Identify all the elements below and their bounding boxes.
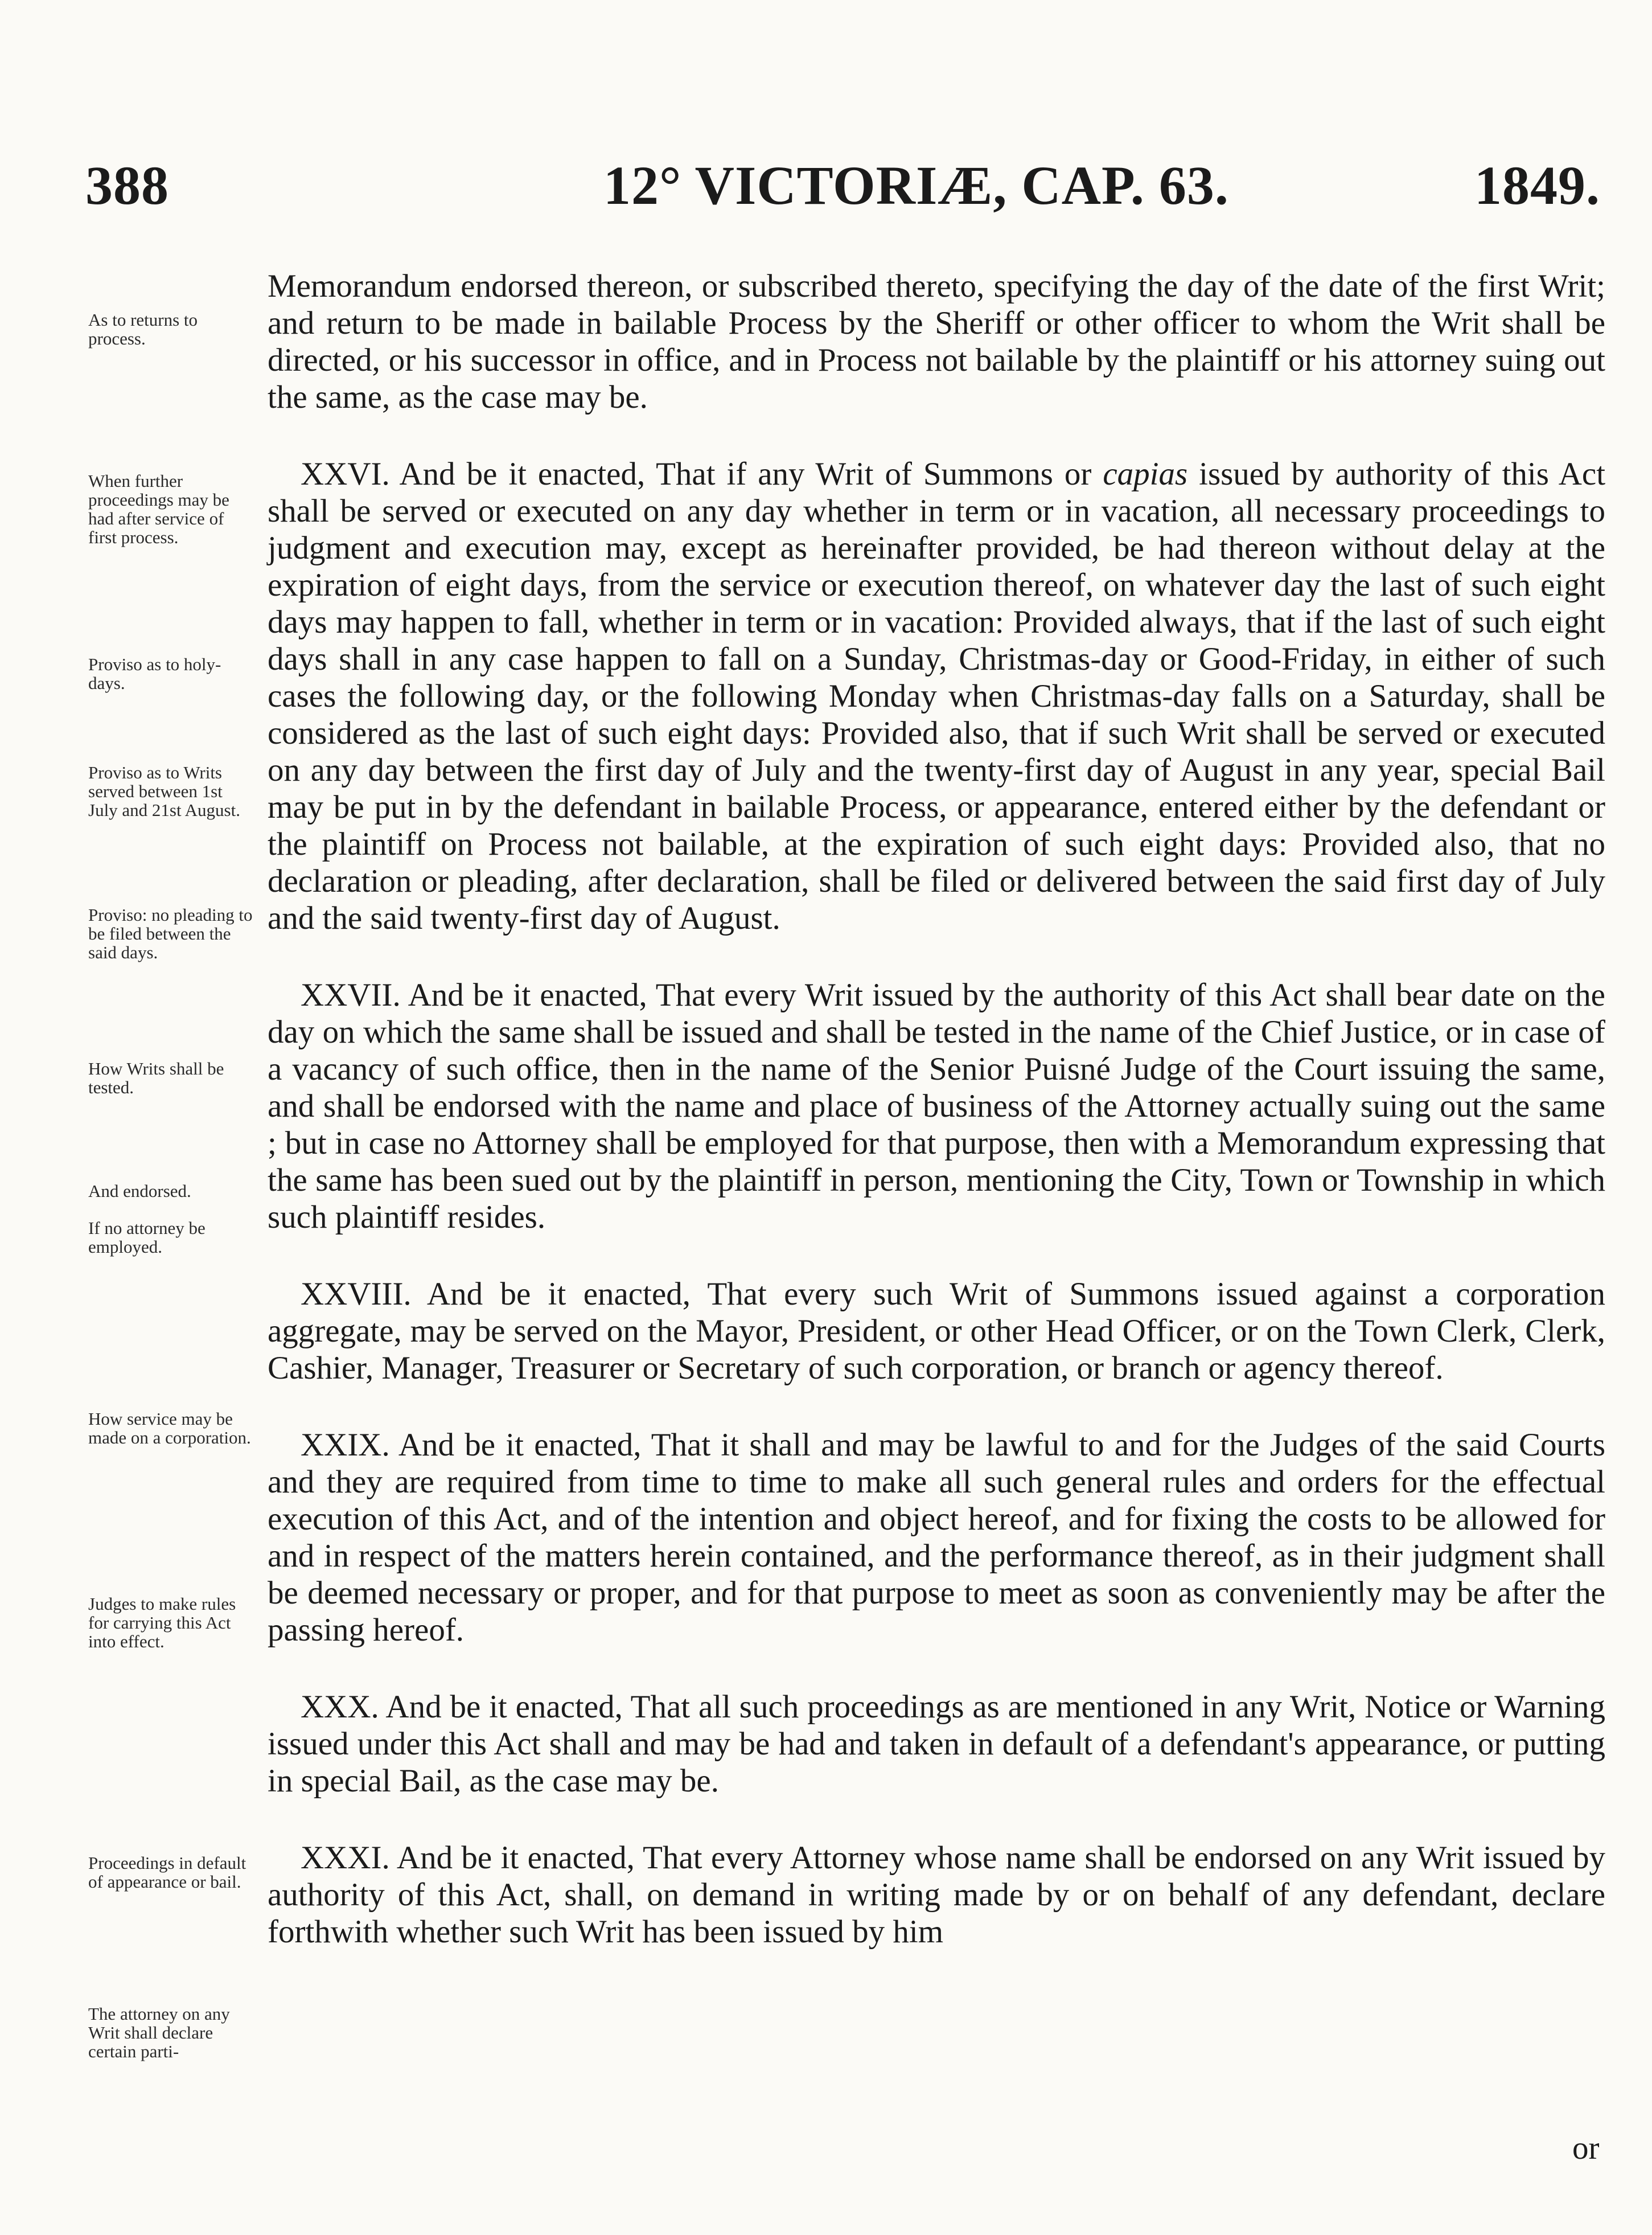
margin-note: The attorney on any Writ shall declare certain parti- [88,2004,230,2061]
margin-note: Proceedings in default of appearance or bail. [88,1853,246,1892]
catchword: or [1572,2130,1600,2166]
margin-note: Proviso as to Writs served between 1st July and 21st August. [88,762,240,820]
section-26-body: issued by authority of this Act shall be served or executed on any day whether in term or in vacation, all necessary proceedings to judgment and execution may, except as hereinafter provided, be had thereon without delay at the expiration of eight days, from the service or execution thereof, on whatever day the last of such eight days may happen to fall, whether in term or in vacation: Provided always, that if the last of such eight days shall in any case happen to fall on a Sunday, Christmas-day or Good-Friday, in either of such cases the following day, or the following Monday when Christmas-day falls on a Saturday, shall be considered as the last of such eight days: Provided also, that if such Writ shall be served or executed on any day between the first day of July and the twenty-first day of August in any year, special Bail may be put in by the defendant in bailable Process, or appearance, entered either by the defendant or the plaintiff on Process not bailable, at the expiration of such eight days: Provided also, that no declaration or pleading, after declaration, shall be filed or delivered between the said first day of July and the said twenty-first day of August. [268,456,1606,936]
section-31: XXXI. And be it enacted, That every Attorney whose name shall be endorsed on any Writ issued by authority of this Act, shall, on demand in writing made by or on behalf of any defendant, declare forthwith whether such Writ has been issued by him [268,1840,1605,1950]
section-27: XXVII. And be it enacted, That every Writ issued by the authority of this Act shall bear date on the day on which the same shall be issued and shall be tested in the name of the Chief Justice, or in case of a vacancy of such office, then in the name of the Senior Puisné Judge of the Court issuing the same, and shall be endorsed with the name and place of business of the Attorney actually suing out the same ; but in case no Attorney shall be employed for that purpose, then with a Memorandum expressing that the same has been sued out by the plaintiff in person, mentioning the City, Town or Township in which such plaintiff resides. [268,977,1605,1235]
body-text [268,268,1605,1990]
section-28: XXVIII. And be it enacted, That every such Writ of Summons issued against a corporation aggregate, may be served on the Mayor, President, or other Head Officer, or on the Town Clerk, Clerk, Cashier, Manager, Treasurer or Secretary of such corporation, or branch or agency thereof. [268,1276,1605,1386]
margin-note: When further proceedings may be had after service of first process. [88,471,229,547]
margin-note: Judges to make rules for carrying this Act into effect. [88,1594,236,1651]
margin-note: Proviso as to holy-days. [88,654,221,693]
section-26-italic-term: capias [1103,456,1188,492]
page-header [0,154,1652,233]
section-26 [268,456,1605,937]
header-year: 1849. [1474,155,1600,216]
margin-note: If no attorney be employed. [88,1218,206,1257]
section-29: XXIX. And be it enacted, That it shall and may be lawful to and for the Judges of the said Courts and they are required from time to time to make all such general rules and orders for the effectual execution of this Act, and of the intention and object hereof, and for fixing the costs to be allowed for and in respect of the matters herein contained, and the performance thereof, as in their judgment shall be deemed necessary or proper, and for that purpose to meet as soon as conveniently may be after the passing hereof. [268,1427,1605,1648]
section-continuation: Memorandum endorsed thereon, or subscribed thereto, specifying the day of the date of the first Writ; and return to be made in bailable Process by the Sheriff or other officer to whom the Writ shall be directed, or his successor in office, and in Process not bailable by the plaintiff or his attorney suing out the same, as the case may be. [268,268,1605,415]
margin-note: How Writs shall be tested. [88,1059,224,1097]
margin-note: As to returns to process. [88,310,198,348]
margin-note: How service may be made on a corporation. [88,1409,251,1447]
page-number: 388 [85,155,169,216]
margin-note: Proviso: no pleading to be filed between the said days. [88,905,253,962]
running-title: 12° VICTORIÆ, CAP. 63. [603,155,1229,216]
section-30: XXX. And be it enacted, That all such proceedings as are mentioned in any Writ, Notice or Warning issued under this Act shall and may be had and taken in default of a defendant's appearance, or putting in special Bail, as the case may be. [268,1689,1605,1799]
margin-note: And endorsed. [88,1181,191,1201]
section-26-lead: XXVI. And be it enacted, That if any Writ of Summons or [301,456,1092,492]
